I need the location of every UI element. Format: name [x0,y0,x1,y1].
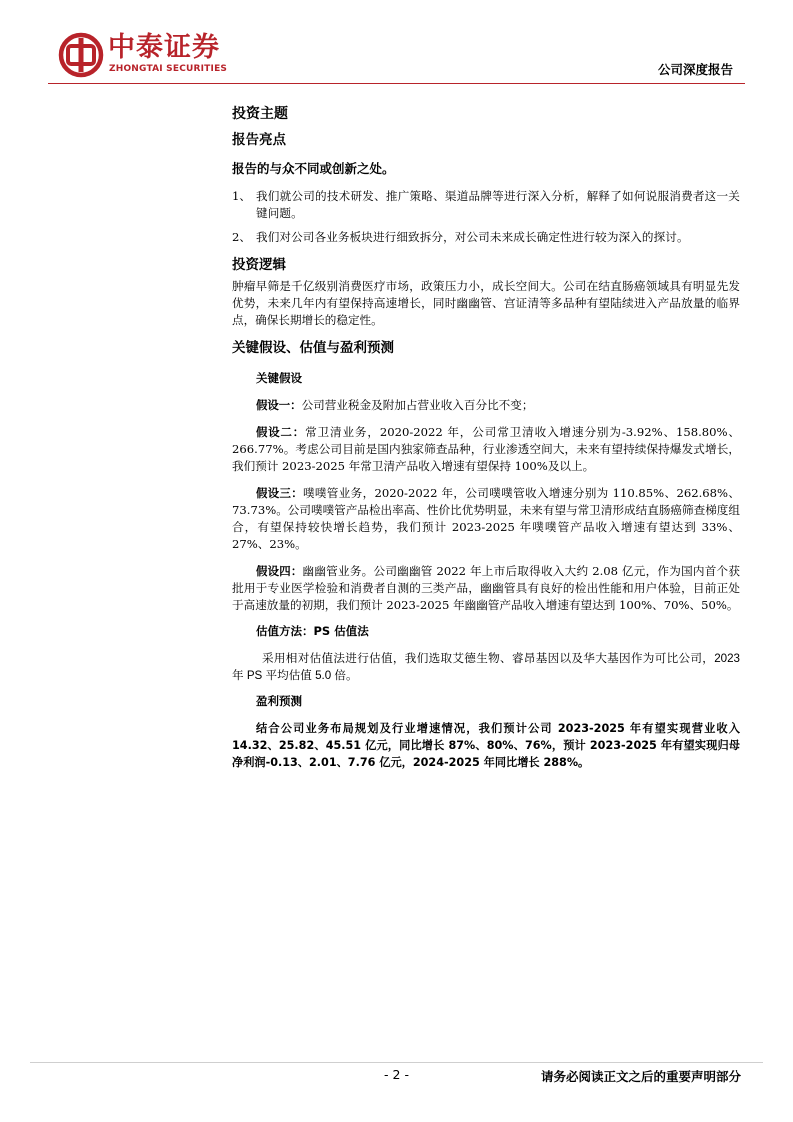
main-content [232,101,740,771]
page-number: - 2 - [384,1067,409,1082]
footer-divider [30,1062,763,1063]
assumption-label: 假设四： [256,564,303,578]
list-text: 我们就公司的技术研发、推广策略、渠道品牌等进行深入分析，解释了如何说服消费者这一关键问题。 [256,189,740,220]
highlights-heading: 报告亮点 [232,132,286,148]
valuation-heading-method: PS 估值法 [313,624,369,638]
header-divider [48,83,745,84]
valuation-heading [256,622,740,640]
list-text: 我们对公司各业务板块进行细致拆分，对公司未来成长确定性进行较为深入的探讨。 [256,230,689,244]
logo-english-text: ZHONGTAI SECURITIES [109,64,228,74]
assumption-text: 幽幽管业务。公司幽幽管 2022 年上市后取得收入大约 2.08 亿元，作为国内首个获批用于专业医学检验和消费者自测的三类产品，幽幽管具有良好的检出性能和用户体验，目前正处于高速放量的初期，我们预计 2023-2025 年幽幽管产品收入增速有望达到 100%、70%、50%。 [232,564,740,612]
section-title: 投资主题 [232,106,288,122]
zhongtai-logo-icon [58,32,104,78]
key-assumptions-heading: 关键假设 [256,371,302,385]
logic-heading: 投资逻辑 [232,257,286,273]
assumption-paragraph [232,397,740,414]
forecast-heading: 盈利预测 [256,694,302,708]
assumption-text: 噗噗管业务，2020-2022 年，公司噗噗管收入增速分别为 110.85%、262.68%、73.73%。公司噗噗管产品检出率高、性价比优势明显，未来有望与常卫清形成结直肠癌筛查梯度组合，有望保持较快增长趋势，我们预计 2023-2025 年噗噗管产品收入增速有望达到 33%、27%、23%。 [232,486,740,551]
assumption-label: 假设三： [256,486,303,500]
assumption-heading: 关键假设、估值与盈利预测 [232,340,394,356]
assumption-text: 常卫清业务，2020-2022 年，公司常卫清收入增速分别为-3.92%、158.80%、266.77%。考虑公司目前是国内独家筛查品种，行业渗透空间大，未来有望持续保持爆发式增长，我们预计 2023-2025 年常卫清产品收入增速有望保持 100%及以上。 [232,425,740,473]
logo-chinese-text: 中泰证券 [108,32,220,63]
logic-paragraph: 肿瘤早筛是千亿级别消费医疗市场，政策压力小，成长空间大。公司在结直肠癌领域具有明显先发优势，未来几年内有望保持高速增长，同时幽幽管、宫证清等多品种有望陆续进入产品放量的临界点，确保长期增长的稳定性。 [232,279,740,327]
assumption-paragraph [232,485,740,553]
list-item [232,188,740,222]
valuation-paragraph [232,650,740,684]
assumption-text: 公司营业税金及附加占营业收入百分比不变； [301,398,534,412]
assumption-label: 假设一： [256,398,302,412]
assumption-paragraph [232,563,740,614]
list-item [232,229,740,246]
forecast-paragraph: 结合公司业务布局规划及行业增速情况，我们预计公司 2023-2025 年有望实现营业收入 14.32、25.82、45.51 亿元，同比增长 87%、80%、76%，预计 2023-2025 年有望实现归母净利润-0.13、2.01、7.76 亿元，2024-2025 年同比增长 288%。 [232,722,740,769]
assumption-paragraph [232,424,740,475]
report-type-label: 公司深度报告 [657,62,733,77]
valuation-text: 采用相对估值法进行估值，我们选取艾德生物、睿昂基因以及华大基因作为可比公司， [262,651,715,665]
valuation-ps-text: 2023 年 PS 平均估值 5.0 倍。 [232,652,740,682]
company-logo [58,30,258,80]
list-number: 2、 [232,230,251,244]
valuation-heading-prefix: 估值方法： [256,624,314,638]
assumption-label: 假设二： [256,425,306,439]
list-number: 1、 [232,189,251,203]
footer-disclaimer: 请务必阅读正文之后的重要声明部分 [540,1069,741,1084]
innovation-heading: 报告的与众不同或创新之处。 [232,161,395,176]
